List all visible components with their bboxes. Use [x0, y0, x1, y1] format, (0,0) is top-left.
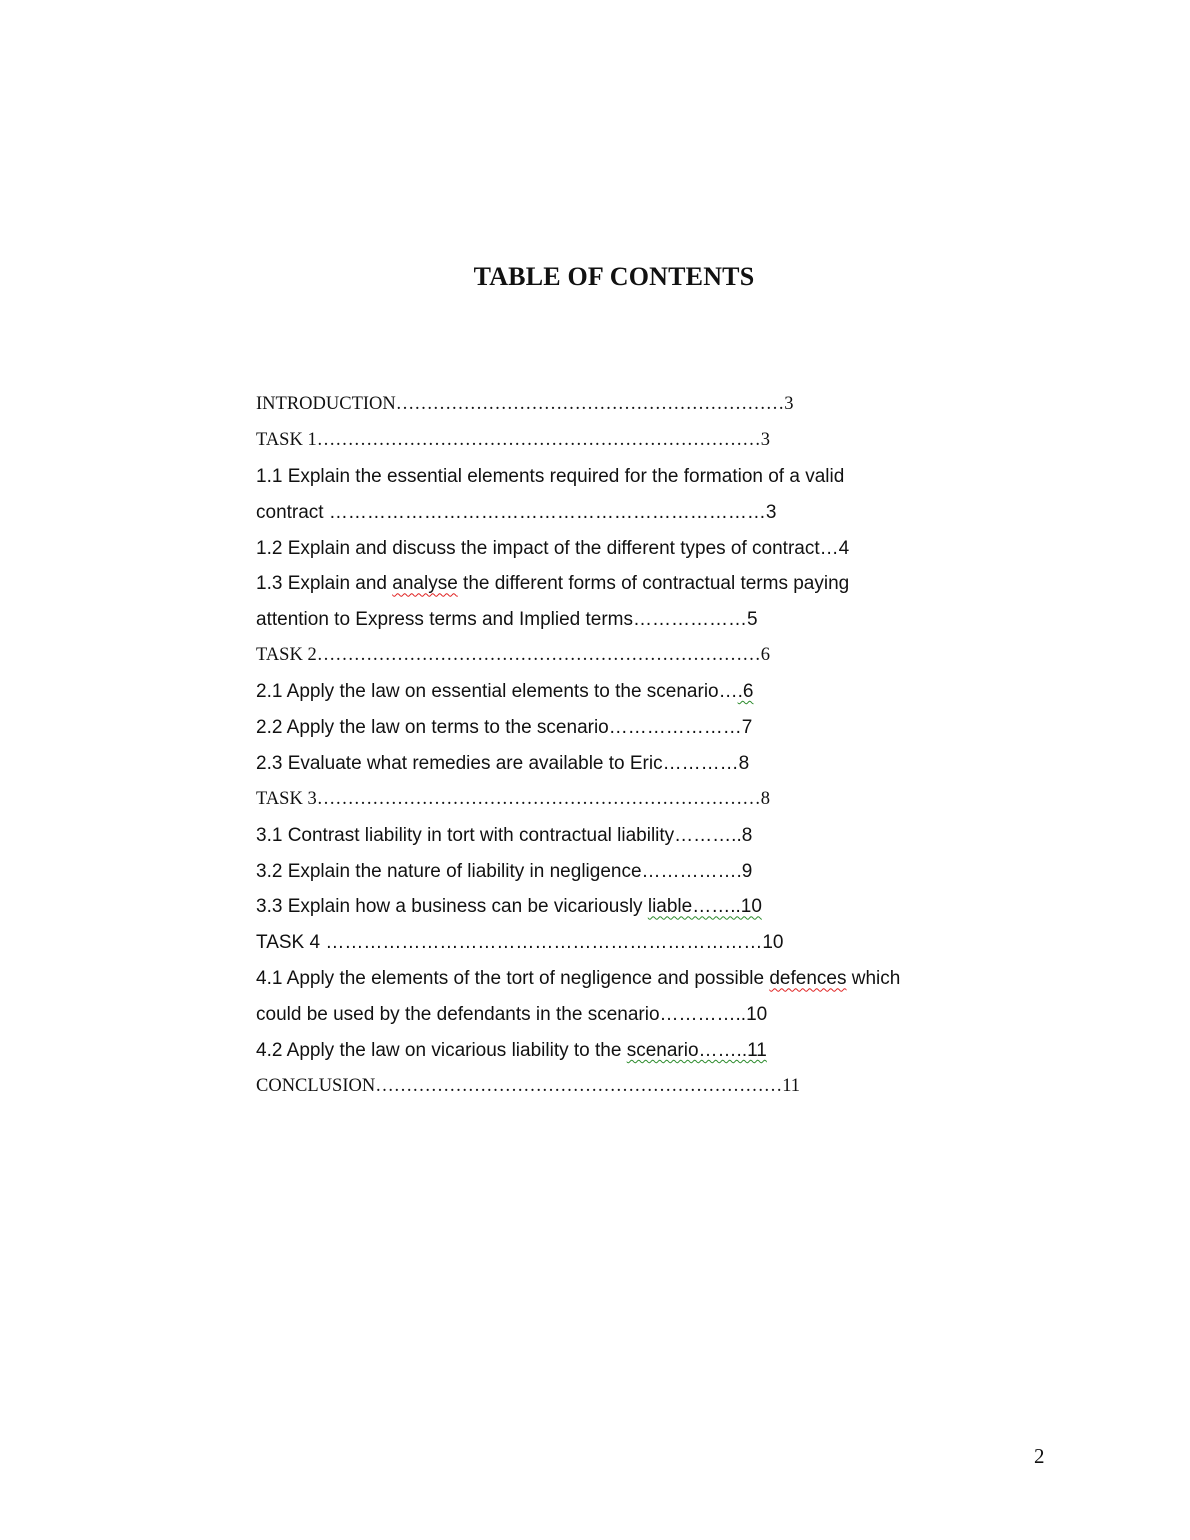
toc-text: CONCLUSION…………………………………………………………11 [256, 1075, 801, 1096]
toc-text: which [846, 968, 901, 990]
toc-entry-1-3-continued [256, 602, 1016, 638]
toc-text: TASK 4 ……………………………………………………………10 [256, 932, 784, 954]
toc-text: 2.2 Apply the law on terms to the scenario…………………7 [256, 717, 753, 739]
spellcheck-flagged-word: defences [769, 968, 847, 990]
toc-entry-task-4 [256, 925, 1016, 961]
toc-text: 2.1 Apply the law on essential elements to the scenario… [256, 681, 738, 703]
toc-text: could be used by the defendants in the scenario…………..10 [256, 1004, 768, 1026]
toc-text: TASK 2………………………………………………………………6 [256, 645, 770, 666]
grammar-flagged-text: scenario……..11 [626, 1040, 767, 1062]
toc-entry-4-1-continued [256, 997, 1016, 1033]
toc-entry-conclusion [256, 1069, 1016, 1105]
page-number: 2 [1034, 1444, 1045, 1468]
toc-entry-2-3 [256, 746, 1016, 782]
toc-text: TASK 1………………………………………………………………3 [256, 429, 770, 450]
table-of-contents [256, 387, 1016, 1105]
grammar-flagged-text: liable……..10 [647, 896, 762, 918]
toc-text: 3.1 Contrast liability in tort with contractual liability………..8 [256, 824, 753, 846]
toc-entry-1-2 [256, 531, 1016, 567]
toc-entry-2-2 [256, 710, 1016, 746]
toc-entry-1-1 [256, 459, 1016, 495]
toc-text: 1.2 Explain and discuss the impact of the different types of contract…4 [256, 537, 850, 559]
toc-text: 4.2 Apply the law on vicarious liability to the [256, 1040, 627, 1062]
toc-entry-3-2 [256, 854, 1016, 890]
toc-entry-task-2 [256, 638, 1016, 674]
toc-text: 2.3 Evaluate what remedies are available to Eric…………8 [256, 752, 750, 774]
toc-entry-task-3 [256, 782, 1016, 818]
toc-text: INTRODUCTION………………………………………………………3 [256, 394, 794, 414]
page-title: TABLE OF CONTENTS [473, 262, 755, 291]
toc-entry-4-2 [256, 1033, 1016, 1069]
toc-entry-task-1 [256, 423, 1016, 459]
toc-text: 1.3 Explain and [256, 573, 393, 595]
toc-entry-2-1 [256, 674, 1016, 710]
grammar-flagged-text: .6 [737, 681, 754, 703]
toc-text: contract ……………………………………………………………3 [256, 501, 777, 523]
toc-text: 4.1 Apply the elements of the tort of negligence and possible [256, 968, 770, 990]
toc-text: 1.1 Explain the essential elements required for the formation of a valid [256, 465, 845, 487]
toc-text: TASK 3………………………………………………………………8 [256, 788, 770, 809]
toc-entry-3-1 [256, 818, 1016, 854]
toc-entry-3-3 [256, 889, 1016, 925]
toc-text: 3.2 Explain the nature of liability in negligence…………….9 [256, 860, 753, 882]
spellcheck-flagged-word: analyse [392, 573, 458, 595]
toc-text: 3.3 Explain how a business can be vicariously [256, 896, 648, 918]
toc-entry-1-1-continued [256, 495, 1016, 531]
toc-text: the different forms of contractual terms paying [457, 573, 850, 595]
toc-entry-4-1 [256, 961, 1016, 997]
toc-entry-introduction [256, 387, 1016, 423]
toc-text: attention to Express terms and Implied terms………………5 [256, 609, 758, 631]
toc-entry-1-3 [256, 566, 1016, 602]
